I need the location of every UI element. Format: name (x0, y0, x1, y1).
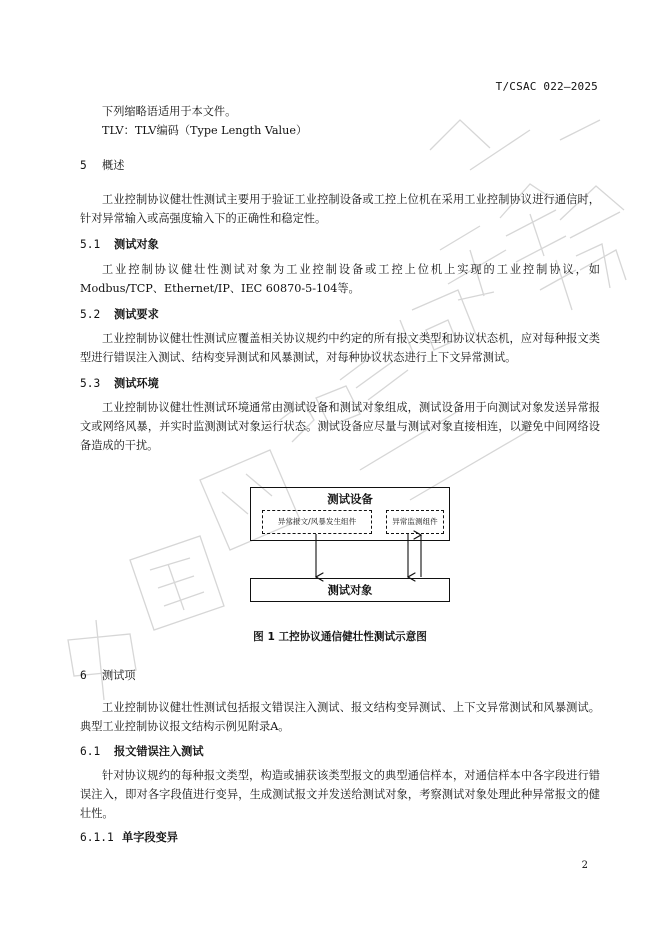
section-number: 5.1 (80, 238, 101, 251)
section-number: 6.1.1 (80, 831, 114, 844)
section-number: 6 (80, 669, 87, 682)
section-5-1-paragraph: 工业控制协议健壮性测试对象为工业控制设备或工控上位机上实现的工业控制协议，如Modbus/TCP、Ethernet/IP、IEC 60870-5-104等。 (80, 263, 600, 295)
abbreviation-tlv: TLV：TLV编码（Type Length Value） (102, 124, 308, 137)
section-6-paragraph: 工业控制协议健壮性测试包括报文错误注入测试、报文结构变异测试、上下文异常测试和风暴测试。典型工业控制协议报文结构示例见附录A。 (80, 701, 600, 733)
document-code: T/CSAC 022—2025 (495, 80, 598, 93)
section-number: 5 (80, 159, 87, 172)
section-5-2-paragraph: 工业控制协议健壮性测试应覆盖相关协议规约中约定的所有报文类型和协议状态机，应对每种报文类型进行错误注入测试、结构变异测试和风暴测试，对每种协议状态进行上下文异常测试。 (80, 332, 600, 364)
section-title: 单字段变异 (122, 831, 178, 844)
section-title: 测试对象 (114, 238, 159, 251)
anomaly-monitor-label: 异常监测组件 (392, 517, 438, 526)
page-number: 2 (581, 860, 588, 871)
section-5-3-paragraph: 工业控制协议健壮性测试环境通常由测试设备和测试对象组成，测试设备用于向测试对象发送异常报文或网络风暴，并实时监测测试对象运行状态。测试设备应尽量与测试对象直接相连，以避免中间网络设备造成的干扰。 (80, 401, 600, 452)
section-number: 5.3 (80, 377, 101, 390)
section-6-1-1-heading (80, 829, 178, 845)
test-target-label: 测试对象 (327, 584, 373, 597)
intro-line: 下列缩略语适用于本文件。 (102, 105, 237, 118)
section-title: 概述 (102, 159, 125, 172)
test-device-label: 测试设备 (327, 492, 373, 506)
section-number: 6.1 (80, 745, 101, 758)
section-6-1-heading (80, 743, 204, 759)
section-title: 测试要求 (114, 308, 159, 321)
figure-caption: 图 1 工控协议通信健壮性测试示意图 (253, 631, 427, 643)
section-number: 5.2 (80, 308, 101, 321)
section-title: 测试项 (102, 669, 136, 682)
section-6-heading (80, 667, 136, 683)
section-5-paragraph: 工业控制协议健壮性测试主要用于验证工业控制设备或工控上位机在采用工业控制协议进行通信时，针对异常输入或高强度输入下的正确性和稳定性。 (80, 193, 600, 225)
section-title: 报文错误注入测试 (114, 745, 204, 758)
anomaly-generator-label: 异常报文/风暴发生组件 (277, 517, 357, 526)
section-6-1-paragraph: 针对协议规约的每种报文类型，构造或捕获该类型报文的典型通信样本，对通信样本中各字段进行错误注入，即对各字段值进行变异，生成测试报文并发送给测试对象，考察测试对象处理此种异常报文的健壮性。 (80, 769, 600, 820)
section-title: 测试环境 (114, 377, 159, 390)
